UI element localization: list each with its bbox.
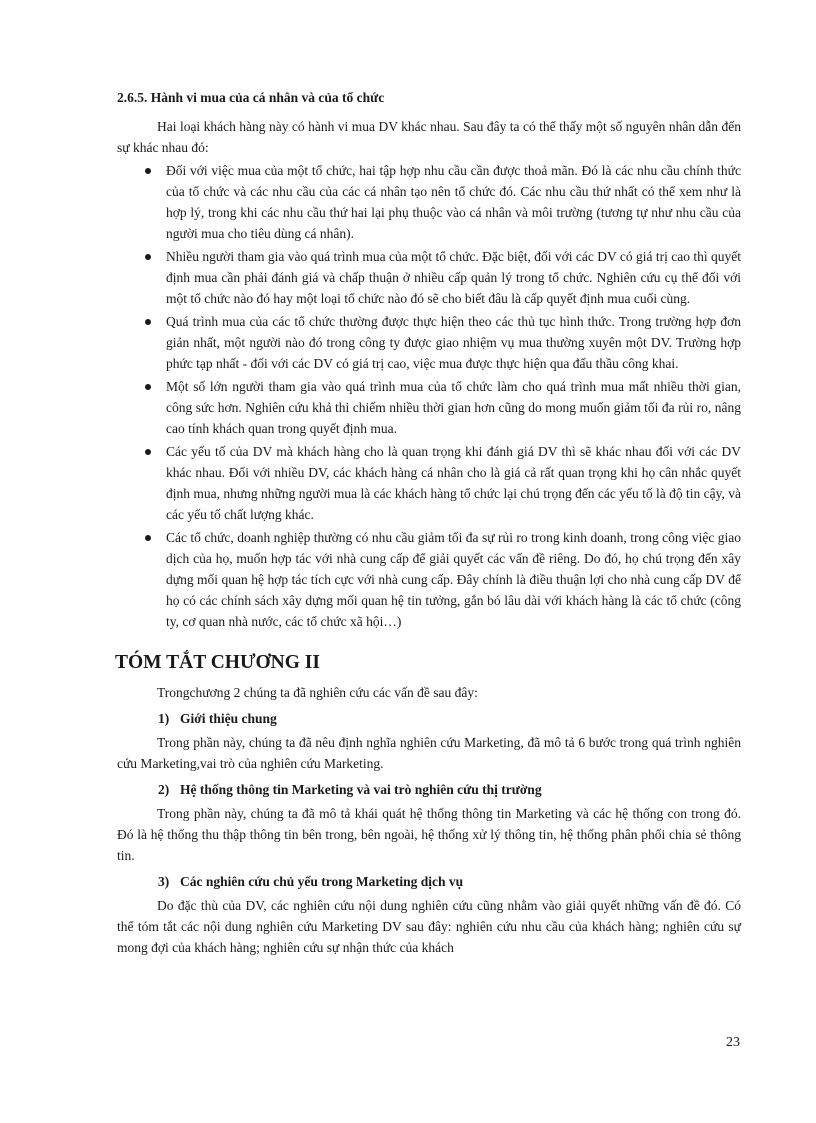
bullet-icon — [145, 319, 151, 325]
summary-item-heading: 2) Hệ thống thông tin Marketing và vai trò nghiên cứu thị trường — [158, 782, 542, 797]
bullet-icon — [145, 535, 151, 541]
chapter-summary-title: TÓM TẮT CHƯƠNG II — [115, 652, 320, 673]
bullet-item: Một số lớn người tham gia vào quá trình mua của tổ chức làm cho quá trình mua mất nhiều thời gian, công sức hơn. Nghiên cứu khả thi chiếm nhiều thời gian hơn cũng do mong muốn giảm tối đa rủi ro, nâng cao tính khách quan trong quyết định mua. — [117, 376, 741, 439]
bullet-list — [117, 160, 741, 632]
bullet-item: Các tổ chức, doanh nghiệp thường có nhu cầu giảm tối đa sự rủi ro trong kinh doanh, trong công việc giao dịch của họ, muốn hợp tác với nhà cung cấp để giải quyết các vấn đề riêng. Do đó, họ chú trọng đến xây dựng mối quan hệ hợp tác tích cực với nhà cung cấp. Đây chính là điều thuận lợi cho nhà cung cấp DV để họ có các chính sách xây dựng mối quan hệ tin tưởng, gắn bó lâu dài với khách hàng là các tổ chức (công ty, cơ quan nhà nước, các tổ chức xã hội…) — [117, 527, 741, 632]
bullet-item: Các yếu tố của DV mà khách hàng cho là quan trọng khi đánh giá DV thì sẽ khác nhau đối với các DV khác nhau. Đối với nhiều DV, các khách hàng cá nhân cho là giá cả rất quan trọng khi họ cân nhắc quyết định mua, nhưng những người mua là các khách hàng tổ chức lại chú trọng đến các yếu tố là độ tin cậy, và các yếu tố chất lượng khác. — [117, 441, 741, 525]
bullet-icon — [145, 168, 151, 174]
bullet-item: Đối với việc mua của một tổ chức, hai tập hợp nhu cầu cần được thoả mãn. Đó là các nhu cầu chính thức của tổ chức và các nhu cầu của các cá nhân tạo nên tổ chức đó. Các nhu cầu thứ nhất có thể xem như là hợp lý, trong khi các nhu cầu thứ hai lại phụ thuộc vào cá nhân và môi trường (tương tự như nhu cầu của người mua cho tiêu dùng cá nhân). — [117, 160, 741, 244]
summary-item-text: Trong phần này, chúng ta đã mô tả khái quát hệ thống thông tin Marketing và các hệ thống con trong đó. Đó là hệ thống thu thập thông tin bên trong, bên ngoài, hệ thống xử lý thông tin, hệ thống phân phối chia sẻ thông tin. — [117, 806, 741, 863]
section-heading: 2.6.5. Hành vi mua của cá nhân và của tổ chức — [117, 90, 385, 105]
summary-item-heading: 3) Các nghiên cứu chủ yếu trong Marketing dịch vụ — [158, 874, 464, 889]
page-number: 23 — [726, 1035, 740, 1050]
bullet-icon — [145, 254, 151, 260]
bullet-item: Quá trình mua của các tổ chức thường được thực hiện theo các thủ tục hình thức. Trong trường hợp đơn giản nhất, một người nào đó trong công ty được giao nhiệm vụ mua thường xuyên một DV. Trường hợp phức tạp nhất - đối với các DV có giá trị cao, việc mua được thực hiện qua đấu thầu công khai. — [117, 311, 741, 374]
section-intro: Hai loại khách hàng này có hành vi mua DV khác nhau. Sau đây ta có thể thấy một số nguyên nhân dẫn đến sự khác nhau đó: — [117, 119, 741, 155]
bullet-item: Nhiều người tham gia vào quá trình mua của một tổ chức. Đặc biệt, đối với các DV có giá trị cao thì quyết định mua cần phải đánh giá và chấp thuận ở nhiều cấp quản lý trong tổ chức. Nghiên cứu cụ thể đối với một tổ chức nào đó hay một loại tổ chức nào đó sẽ cho biết đâu là cấp quyết định mua cuối cùng. — [117, 246, 741, 309]
summary-item-heading: 1) Giới thiệu chung — [158, 711, 277, 726]
summary-intro: Trongchương 2 chúng ta đã nghiên cứu các vấn đề sau đây: — [157, 685, 478, 700]
bullet-icon — [145, 449, 151, 455]
summary-item-text: Do đặc thù của DV, các nghiên cứu nội dung nghiên cứu cũng nhằm vào giải quyết những vấn đề đó. Có thể tóm tắt các nội dung nghiên cứu Marketing DV sau đây: nghiên cứu nhu cầu của khách hàng; nghiên cứu sự mong đợi của khách hàng; nghiên cứu sự nhận thức của khách — [117, 898, 741, 955]
summary-item-text: Trong phần này, chúng ta đã nêu định nghĩa nghiên cứu Marketing, đã mô tả 6 bước trong quá trình nghiên cứu Marketing,vai trò của nghiên cứu Marketing. — [117, 735, 741, 771]
document-page — [117, 88, 741, 958]
bullet-icon — [145, 384, 151, 390]
